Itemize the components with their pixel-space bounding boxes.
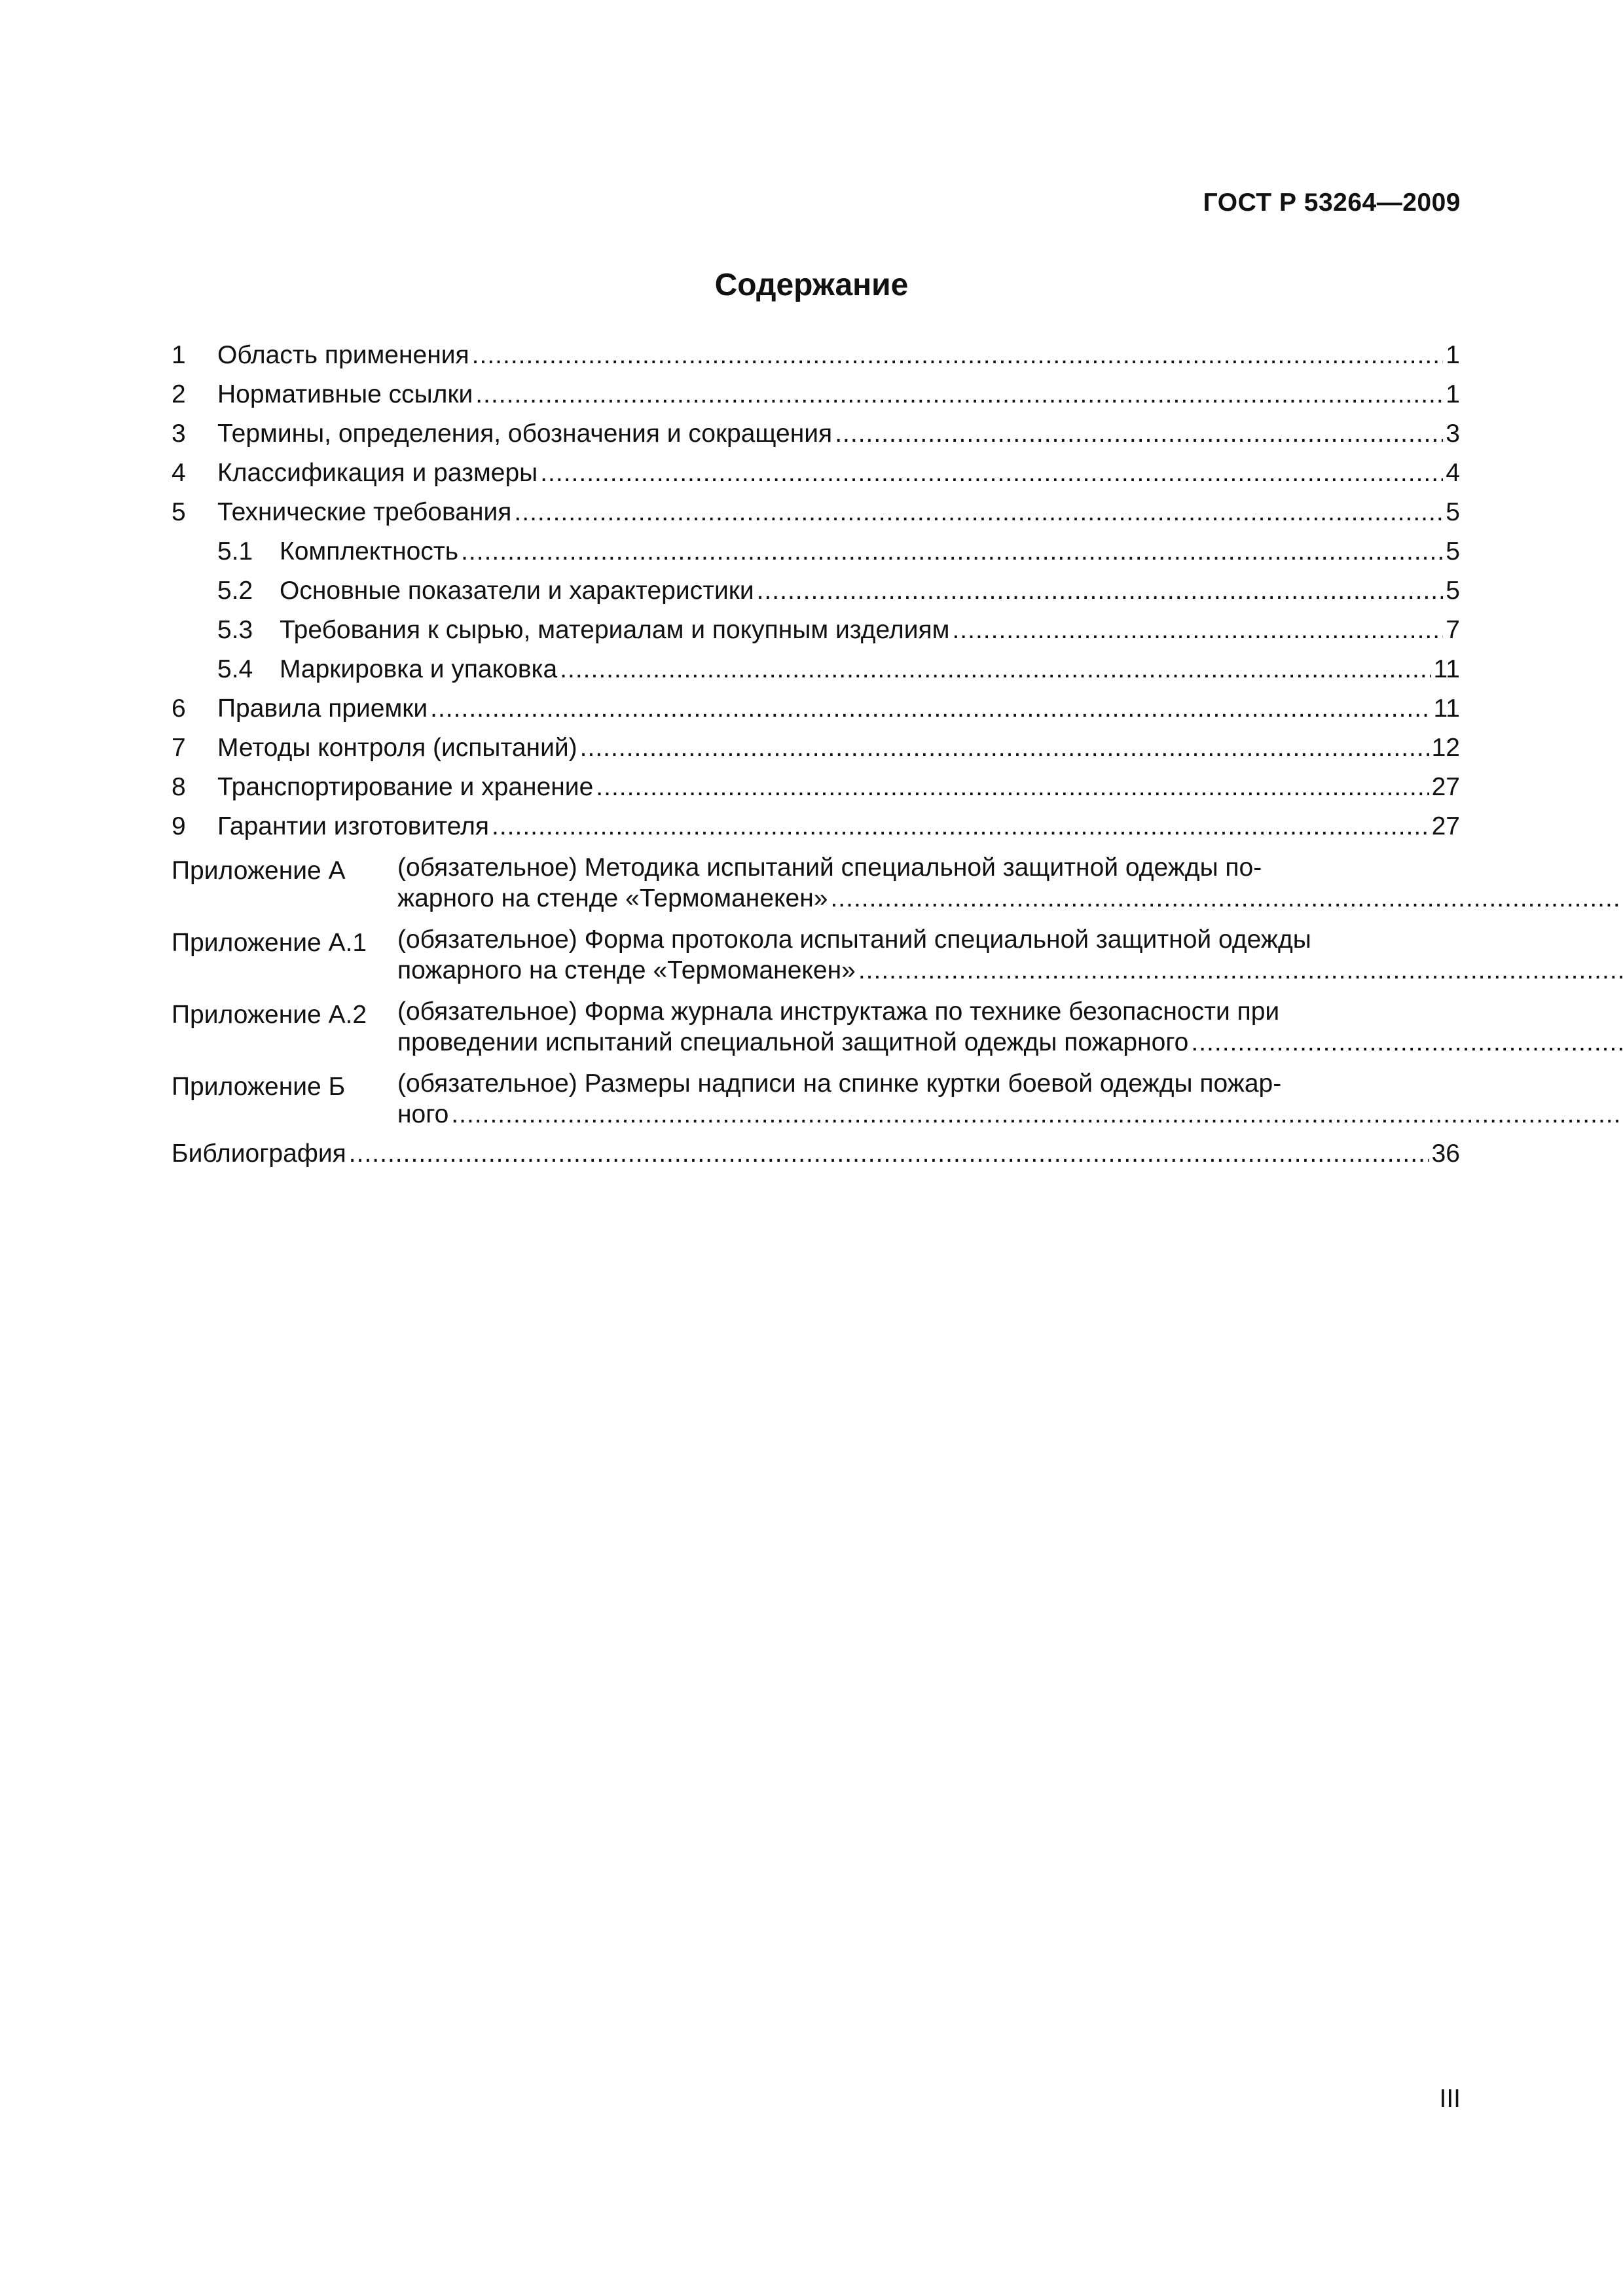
toc-entry-title: Комплектность [280, 537, 459, 565]
appendix-b[interactable] [172, 1067, 1460, 1134]
toc-entry-2[interactable] [172, 375, 1460, 414]
toc-entry-page: 27 [1431, 812, 1460, 840]
toc-entry-number: 2 [172, 380, 186, 408]
toc-entry-page: 3 [1446, 420, 1460, 448]
toc-entry-number: 5.4 [217, 655, 253, 683]
toc-entry-number: 1 [172, 341, 186, 369]
appendix-label: Приложение А.1 [172, 929, 367, 957]
toc-entry-title: Правила приемки [217, 694, 428, 723]
toc-entry-number: 6 [172, 694, 186, 723]
toc-entry-page: 1 [1446, 341, 1460, 369]
dot-leader [580, 728, 1429, 768]
toc-entry-page: 12 [1431, 734, 1460, 762]
toc-entry-number: 5 [172, 498, 186, 526]
toc-entry-page: 27 [1431, 773, 1460, 801]
dot-leader [830, 879, 1623, 918]
toc-entry-title: Гарантии изготовителя [217, 812, 489, 840]
dot-leader [835, 414, 1443, 454]
appendix-title-line2: проведении испытаний специальной защитной одежды пожарного [397, 1028, 1189, 1056]
toc-entry-6[interactable] [172, 689, 1460, 728]
appendix-label: Приложение А.2 [172, 1001, 367, 1029]
dot-leader [514, 493, 1443, 532]
toc-entry-page: 11 [1433, 694, 1460, 723]
dot-leader [757, 571, 1444, 611]
dot-leader [492, 807, 1429, 846]
toc-entry-9[interactable] [172, 807, 1460, 846]
toc-entry-number: 5.1 [217, 537, 253, 565]
toc-entry-number: 7 [172, 734, 186, 762]
toc-entry-7[interactable] [172, 728, 1460, 768]
toc-entry-title: Маркировка и упаковка [280, 655, 558, 683]
appendix-title-line1: (обязательное) Размеры надписи на спинке куртки боевой одежды пожар- [397, 1069, 1282, 1098]
toc-entry-page: 5 [1446, 498, 1460, 526]
toc-entry-number: 8 [172, 773, 186, 801]
table-of-contents [172, 336, 1460, 1174]
toc-entry-title: Основные показатели и характеристики [280, 577, 754, 605]
toc-entry-page: 1 [1446, 380, 1460, 408]
appendix-a-1[interactable] [172, 924, 1460, 990]
dot-leader [952, 611, 1443, 650]
toc-entry-5-3[interactable] [172, 611, 1460, 650]
toc-entry-page: 5 [1446, 537, 1460, 565]
appendix-title-line2: ного [397, 1100, 449, 1128]
toc-entry-title: Требования к сырью, материалам и покупным изделиям [280, 616, 950, 644]
dot-leader [858, 951, 1623, 990]
toc-entry-5-4[interactable] [172, 650, 1460, 689]
toc-entry-5[interactable] [172, 493, 1460, 532]
dot-leader [472, 336, 1444, 375]
dot-leader [349, 1134, 1429, 1174]
dot-leader [430, 689, 1431, 728]
appendix-a-2[interactable] [172, 996, 1460, 1062]
toc-entry-8[interactable] [172, 768, 1460, 807]
toc-entry-number: 3 [172, 420, 186, 448]
toc-entry-page: 7 [1446, 616, 1460, 644]
page-number: III [1439, 2085, 1461, 2113]
toc-entry-5-2[interactable] [172, 571, 1460, 611]
toc-entry-title: Методы контроля (испытаний) [217, 734, 577, 762]
dot-leader [596, 768, 1429, 807]
toc-entry-title: Технические требования [217, 498, 512, 526]
appendix-title-line1: (обязательное) Форма протокола испытаний специальной защитной одежды [397, 925, 1311, 954]
toc-entry-title: Область применения [217, 341, 469, 369]
appendix-title-line1: (обязательное) Методика испытаний специальной защитной одежды по- [397, 853, 1262, 882]
toc-entry-title: Классификация и размеры [217, 459, 538, 487]
toc-entry-number: 5.3 [217, 616, 253, 644]
toc-entry-page: 5 [1446, 577, 1460, 605]
toc-entry-title: Нормативные ссылки [217, 380, 473, 408]
dot-leader [560, 650, 1431, 689]
toc-entry-number: 4 [172, 459, 186, 487]
dot-leader [475, 375, 1443, 414]
dot-leader [1191, 1023, 1623, 1062]
appendix-a[interactable] [172, 852, 1460, 918]
toc-entry-number: 5.2 [217, 577, 253, 605]
appendix-title-line2: жарного на стенде «Термоманекен» [397, 884, 828, 912]
appendix-title-line2: пожарного на стенде «Термоманекен» [397, 956, 856, 984]
bibliography-page: 36 [1431, 1139, 1460, 1168]
dot-leader [461, 532, 1443, 571]
toc-entry-1[interactable] [172, 336, 1460, 375]
toc-title: Содержание [714, 268, 909, 302]
toc-entry-page: 11 [1433, 655, 1460, 683]
toc-entry-page: 4 [1446, 459, 1460, 487]
dot-leader [540, 454, 1443, 493]
appendix-title-line1: (обязательное) Форма журнала инструктажа по технике безопасности при [397, 997, 1280, 1026]
toc-entry-5-1[interactable] [172, 532, 1460, 571]
toc-entry-number: 9 [172, 812, 186, 840]
document-code: ГОСТ Р 53264—2009 [1203, 188, 1461, 217]
toc-entry-3[interactable] [172, 414, 1460, 454]
appendix-label: Приложение Б [172, 1073, 346, 1101]
bibliography-title: Библиография [172, 1139, 346, 1168]
toc-entry-title: Транспортирование и хранение [217, 773, 594, 801]
toc-entry-4[interactable] [172, 454, 1460, 493]
dot-leader [451, 1095, 1623, 1134]
toc-entry-title: Термины, определения, обозначения и сокращения [217, 420, 833, 448]
toc-entry-bibliography[interactable] [172, 1134, 1460, 1174]
appendix-label: Приложение А [172, 857, 346, 885]
